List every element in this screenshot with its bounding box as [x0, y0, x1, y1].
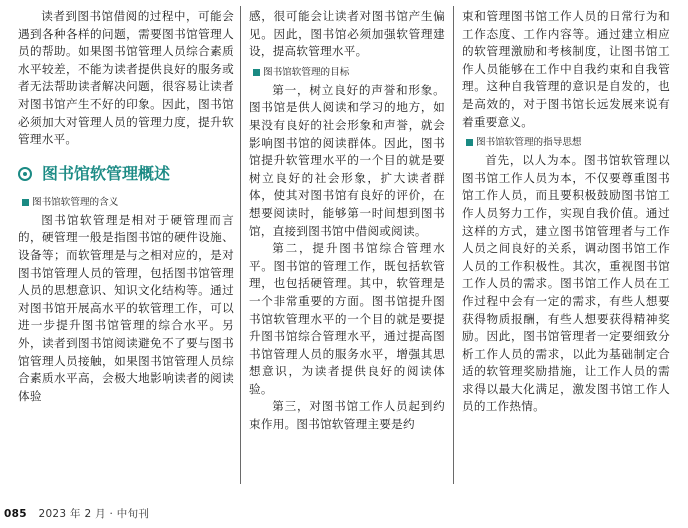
- paragraph: 束和管理图书馆工作人员的日常行为和工作态度、工作内容等。通过建立相应的软管理激励和考核制度，让图书馆工作人员能够在工作中自我约束和自我管理。这种自我管理的意识是自发的，也是高效的，对于图书馆长远发展来说有着重要意义。: [462, 9, 670, 129]
- paragraph: 第三，对图书馆工作人员起到约束作用。图书馆软管理主要是约: [249, 399, 445, 432]
- page-footer: [4, 506, 149, 521]
- section-title: 图书馆软管理概述: [42, 163, 171, 183]
- column-3: [462, 8, 670, 416]
- column-2: [249, 8, 445, 434]
- page-number: 085: [4, 508, 27, 520]
- column-divider: [240, 6, 241, 484]
- paragraph: 读者到图书馆借阅的过程中，可能会遇到各种各样的问题，需要图书馆管理人员的帮助。如果图书馆管理人员综合素质水平较差，不能为读者提供良好的服务或者无法帮助读者解决问题，很容易让读者对图书馆产生不好的印象。因此，图书馆必须加大对管理人员的管理力度，提升软管理水平。: [18, 9, 234, 147]
- section-heading: [18, 163, 234, 185]
- square-bullet-icon: [466, 139, 473, 146]
- column-1: [18, 8, 234, 405]
- paragraph: 首先，以人为本。图书馆软管理以图书馆工作人员为本，不仅要尊重图书馆工作人员，而且要积极鼓励图书馆工作人员努力工作，实现自我价值。通过这样的方式，建立图书馆管理者与工作人员之间良好的关系，调动图书馆工作人员的工作积极性。其次，重视图书馆工作人员的需求。图书馆工作人员在工作过程中会有一定的需求，有些人想要获得物质报酬，有些人想要获得精神奖励。因此，图书馆管理者一定要细致分析工作人员的需求，以此为基础制定合适的软管理奖励措施，让工作人员的需求得以最大化满足，激发图书馆工作人员的工作热情。: [462, 153, 670, 414]
- subheading-text: 图书馆软管理的含义: [32, 196, 119, 208]
- paragraph: 图书馆软管理是相对于硬管理而言的，硬管理一般是指图书馆的硬件设施、设备等；而软管理是与之相对应的，是对图书馆管理人员的管理，包括图书馆管理人员的思想意识、知识文化结构等。通过对图书馆开展高水平的软管理工作，可以进一步提升图书馆管理的综合水平。另外，读者到图书馆阅读避免不了要与图书馆管理人员接触，如果图书馆管理人员综合素质水平高，会极大地影响读者的阅读体验: [18, 212, 234, 403]
- subheading-text: 图书馆软管理的指导思想: [476, 137, 582, 149]
- paragraph: 感，很可能会让读者对图书馆产生偏见。因此，图书馆必须加强软管理建设，提高软管理水平。: [249, 9, 445, 59]
- square-bullet-icon: [253, 69, 260, 76]
- subheading: [462, 135, 670, 150]
- square-bullet-icon: [22, 199, 29, 206]
- paragraph: 第一，树立良好的声誉和形象。图书馆是供人阅读和学习的地方，如果没有良好的社会形象和声誉，就会影响图书馆的阅读群体。因此，图书馆提升软管理水平的一个目的就是要树立良好的社会形象，扩大读者群体，使其对图书馆有良好的评价，在想要阅读时，能够第一时间想到图书馆，直接到图书馆中借阅或阅读。: [249, 82, 445, 238]
- paragraph: 第二，提升图书馆综合管理水平。图书馆的管理工作，既包括软管理，也包括硬管理。其中，软管理是一个非常重要的方面。图书馆提升图书馆软管理水平的一个目的就是要提升图书馆综合管理水平，通过提高图书馆管理人员的服务水平，增强其思想意识，为读者提供良好的阅读体验。: [249, 241, 445, 396]
- subheading: [18, 195, 234, 210]
- issue-date: 2023 年 2 月 · 中旬刊: [38, 508, 150, 520]
- circle-target-icon: [18, 167, 32, 181]
- column-divider: [453, 6, 454, 484]
- subheading-text: 图书馆软管理的目标: [263, 66, 350, 78]
- subheading: [249, 65, 445, 80]
